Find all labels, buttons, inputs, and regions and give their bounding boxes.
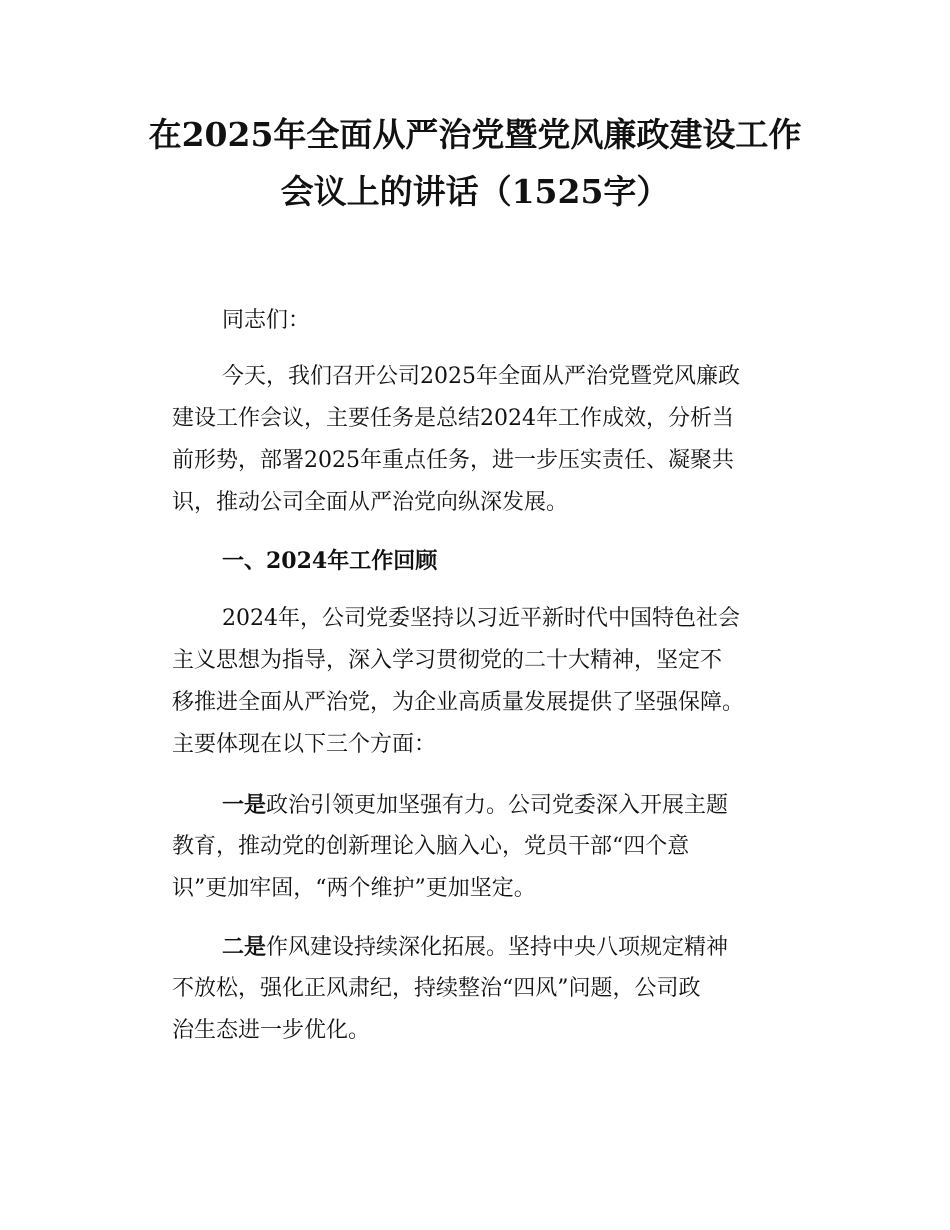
review-line-4: 主要体现在以下三个方面： xyxy=(172,732,437,757)
review-line-3: 移推进全面从严治党，为企业高质量发展提供了坚强保障。 xyxy=(172,690,745,715)
point-1-lead: 一是 xyxy=(222,792,267,818)
review-line-1: 2024年，公司党委坚持以习近平新时代中国特色社会 xyxy=(222,606,740,631)
document-title-line-1: 在2025年全面从严治党暨党风廉政建设工作 xyxy=(148,115,802,154)
point-2-line-2: 不放松，强化正风肃纪，持续整治“四风”问题，公司政 xyxy=(172,976,701,1001)
intro-line-3: 前形势，部署2025年重点任务，进一步压实责任、凝聚共 xyxy=(172,448,734,473)
point-2-line-1 xyxy=(172,926,802,968)
point-1-line-2: 教育，推动党的创新理论入脑入心，党员干部“四个意 xyxy=(172,834,690,859)
intro-line-2: 建设工作会议，主要任务是总结2024年工作成效，分析当 xyxy=(172,406,734,431)
salutation xyxy=(172,300,802,342)
review-paragraph xyxy=(172,598,802,766)
point-1-line-1-rest: 政治引领更加坚强有力。公司党委深入开展主题 xyxy=(266,793,729,818)
point-2-paragraph xyxy=(172,926,802,1052)
point-2-lead: 二是 xyxy=(222,934,267,960)
salutation-text: 同志们： xyxy=(222,308,311,333)
intro-line-1: 今天，我们召开公司2025年全面从严治党暨党风廉政 xyxy=(222,364,740,389)
point-1-line-1 xyxy=(172,784,802,826)
point-1-paragraph xyxy=(172,784,802,910)
section-1-heading xyxy=(172,540,802,582)
intro-line-4: 识，推动公司全面从严治党向纵深发展。 xyxy=(172,490,569,515)
intro-paragraph xyxy=(172,356,802,524)
review-line-2: 主义思想为指导，深入学习贯彻党的二十大精神，坚定不 xyxy=(172,648,723,673)
document-title-line-2: 会议上的讲话（1525字） xyxy=(280,172,670,211)
point-2-line-1-rest: 作风建设持续深化拓展。坚持中央八项规定精神 xyxy=(266,935,729,960)
point-1-line-3: 识”更加牢固，“两个维护”更加坚定。 xyxy=(172,876,536,901)
section-1-heading-text: 一、2024年工作回顾 xyxy=(222,548,438,574)
point-2-line-3: 治生态进一步优化。 xyxy=(172,1018,371,1043)
